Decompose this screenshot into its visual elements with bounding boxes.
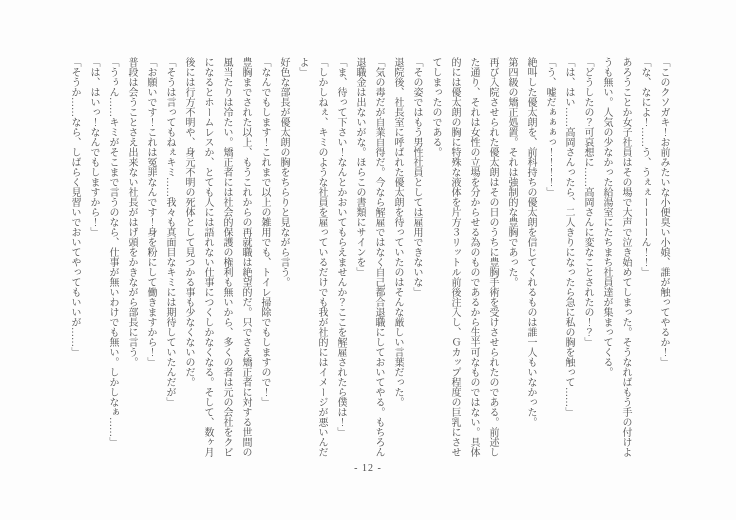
paragraph: 好色な部長が優太朗の胸をちらりと見ながら言う。 <box>278 57 289 287</box>
paragraph: 「う、嘘だぁぁぁっ！！！！」 <box>544 57 555 197</box>
novel-text-area <box>65 57 673 457</box>
paragraph: 「ま、待って下さい！なんとかおいてもらえませんか？ここを解雇されたら僕は！」 <box>335 57 346 437</box>
paragraph: 「気の毒だが自業自得だ。今なら解雇ではなく自己都合退職にしておいてやる。もちろん退職金は出ないがな。ほらこの書類にサインを」 <box>354 57 384 457</box>
paragraph: 「は、はいっ！なんでもしますから！」 <box>88 57 99 237</box>
paragraph: 豊胸までされた以上、もうこれからの再就職は絶望的だ。只でさえ矯正者に対する世間の風当たりは冷たい。矯正者には社会的保護の権利も無いから、多くの者は元の会社をクビになるとホームレスか、とても人には語れない仕事につくしかなくなる。そして、数ヶ月後には行方不明や、身元不明の死体として見つかる事も少なくないのだ。 <box>183 57 251 457</box>
paragraph: 「は、はい……高岡さんったら、二人きりになったら急に私の胸を触って……」 <box>563 57 574 417</box>
paragraph: 絶叫した優太朗を、前科持ちの優太朗を信じてくれるものは誰一人もいなかった。 <box>525 57 536 427</box>
paragraph: 「そうは言ってもねぇキミ……我々も真面目なキミには期待していたんだが」 <box>164 57 175 407</box>
paragraph: 退院後、社長室に呼ばれた優太朗を待っていたのはそんな厳しい言葉だった。 <box>392 57 403 407</box>
paragraph: 普段は会うことさえ出来ない社長がはげ頭をかきながら部長に言う。 <box>126 57 137 367</box>
paragraph: 「その姿ではもう男性社員としては雇用できないな」 <box>411 57 422 297</box>
paragraph: 「うぅん……キミがそこまで言うのなら、仕事が無いわけでも無い。しかしなぁ……」 <box>107 57 118 447</box>
paragraph: あろうことか女子社員はその場で大声で泣き始めてしまった。そうなればもう手の付けようも無い。人気の少なかった給湯室にたちまち社員達が集まってくる。 <box>601 57 631 457</box>
page-number: - 12 - <box>354 463 382 474</box>
paragraph: 「そうか……なら、しばらく見習いでおいてやってもいいが……」 <box>69 57 80 357</box>
paragraph: 「な、なによ！……う、うぇぇーーーーん！！」 <box>639 57 650 277</box>
paragraph: 「このクソガキ！お前みたいな小便臭い小娘、誰が触ってやるか！」 <box>658 57 669 367</box>
paragraph: 「どうしたの？可哀想に……高岡さんに変なことされたの！？」 <box>582 57 593 347</box>
paragraph: 「お願いです！これは冤罪なんです！身を粉にして働きますから！」 <box>145 57 156 367</box>
paragraph: 「しかしねぇ、キミのような社員を雇っているだけでも我が社的にはイメージが悪いんだよ」 <box>297 57 327 457</box>
paragraph: 再び入院させられた優太朗はその日のうちに豊胸手術を受けさせられたのである。前述した通り、それは女性の立場を分からせる為のものであるから生半可なものではない。具体的には優太朗の胸に特殊な液体を片方３リットル前後注入し、Ｇカップ程度の巨乳にさせてしまったのである。 <box>430 57 498 457</box>
paragraph: 「なんでもします！これまで以上の雑用でも、トイレ掃除でもしますので！」 <box>259 57 270 407</box>
paragraph: 第四級の矯正処置。それは強制的な豊胸であった。 <box>506 57 517 287</box>
